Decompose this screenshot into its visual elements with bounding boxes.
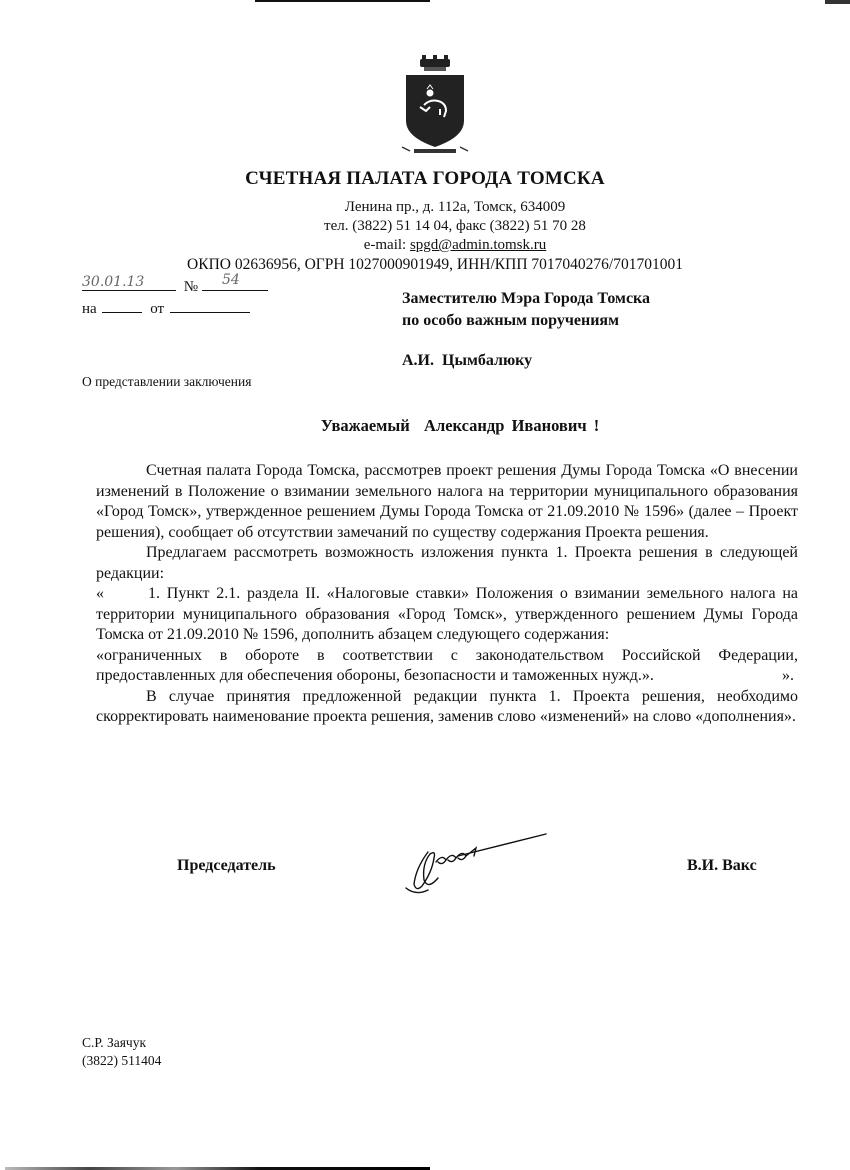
body-paragraph-1: Счетная палата Города Томска, рассмотрев проект решения Думы Города Томска «О внесении изменений в Положение о взимании земельного налога на территории муниципального образования «Город Томск», утвержденное решением Думы Города Томска от 21.09.2010 № 1596» (далее – Проект решения), сообщает об отсутствии замечаний по существу содержания Проекта решения. — [96, 462, 798, 541]
number-label: № — [183, 279, 199, 295]
signatory-role: Председатель — [177, 857, 276, 874]
ot-blank — [170, 298, 250, 313]
letter-subject: О представлении заключения — [82, 374, 252, 389]
organization-email-line — [30, 237, 850, 254]
addressee-position-2: по особо важным поручениям — [402, 312, 619, 329]
addressee-block — [402, 288, 650, 332]
handwritten-date: 30.01.13 — [82, 274, 145, 290]
email-label: e-mail: — [363, 237, 410, 253]
coat-of-arms-icon — [400, 55, 470, 155]
close-quote: ». — [782, 667, 794, 684]
executor-block — [82, 1034, 161, 1070]
executor-name: С.Р. Заячук — [82, 1035, 147, 1050]
greeting: Уважаемый Александр Иванович ! — [320, 416, 600, 435]
organization-phones: тел. (3822) 51 14 04, факс (3822) 51 70 28 — [324, 218, 586, 234]
organization-address: Ленина пр., д. 112а, Томск, 634009 — [344, 199, 566, 215]
email-link[interactable]: spgd@admin.tomsk.ru — [409, 237, 547, 253]
handwritten-number: 54 — [222, 272, 240, 288]
organization-ids: ОКПО 02636956, ОГРН 1027000901949, ИНН/КПП 7017040276/701701001 — [187, 256, 683, 273]
addressee-name: А.И. Цымбалюку — [402, 352, 533, 369]
addressee-position: Заместителю Мэра Города Томска — [402, 290, 651, 307]
body-paragraph-3 — [96, 584, 798, 646]
signatory-name: В.И. Вакс — [687, 857, 757, 874]
body-paragraph-3-text: 1. Пункт 2.1. раздела II. «Налоговые ставки» Положения о взимании земельного налога на территории муниципального образования «Город Томск», утвержденного решением Думы Города Томска от 21.09.2010 № 1596, дополнить абзацем следующего содержания: — [96, 585, 798, 643]
body-paragraph-4: «ограниченных в обороте в соответствии с законодательством Российской Федерации, — [96, 646, 798, 664]
executor-phone: (3822) 511404 — [82, 1053, 162, 1068]
body-paragraph-2: Предлагаем рассмотреть возможность изложения пункта 1. Проекта решения в следующей редакции: — [96, 544, 798, 582]
body-paragraph-5: В случае принятия предложенной редакции пункта 1. Проекта решения, необходимо скорректировать наименование проекта решения, заменив слово «изменений» на слово «дополнения». — [96, 687, 798, 725]
na-blank — [102, 298, 142, 313]
registration-number-row — [82, 272, 272, 298]
scan-artifact-corner — [825, 0, 850, 4]
na-label: на — [82, 301, 97, 317]
handwritten-signature-icon — [398, 828, 558, 898]
scan-artifact-top — [255, 0, 430, 2]
body-paragraph-4-end — [96, 666, 798, 687]
letter-body — [96, 461, 798, 728]
open-quote: « — [96, 585, 104, 602]
organization-title: СЧЕТНАЯ ПАЛАТА ГОРОДА ТОМСКА — [245, 168, 605, 189]
registration-block — [82, 272, 272, 320]
body-paragraph-4-end-text: предоставленных для обеспечения обороны, безопасности и таможенных нужд.». — [96, 667, 654, 684]
ot-label: от — [150, 301, 165, 317]
registration-ref-row — [82, 298, 272, 320]
